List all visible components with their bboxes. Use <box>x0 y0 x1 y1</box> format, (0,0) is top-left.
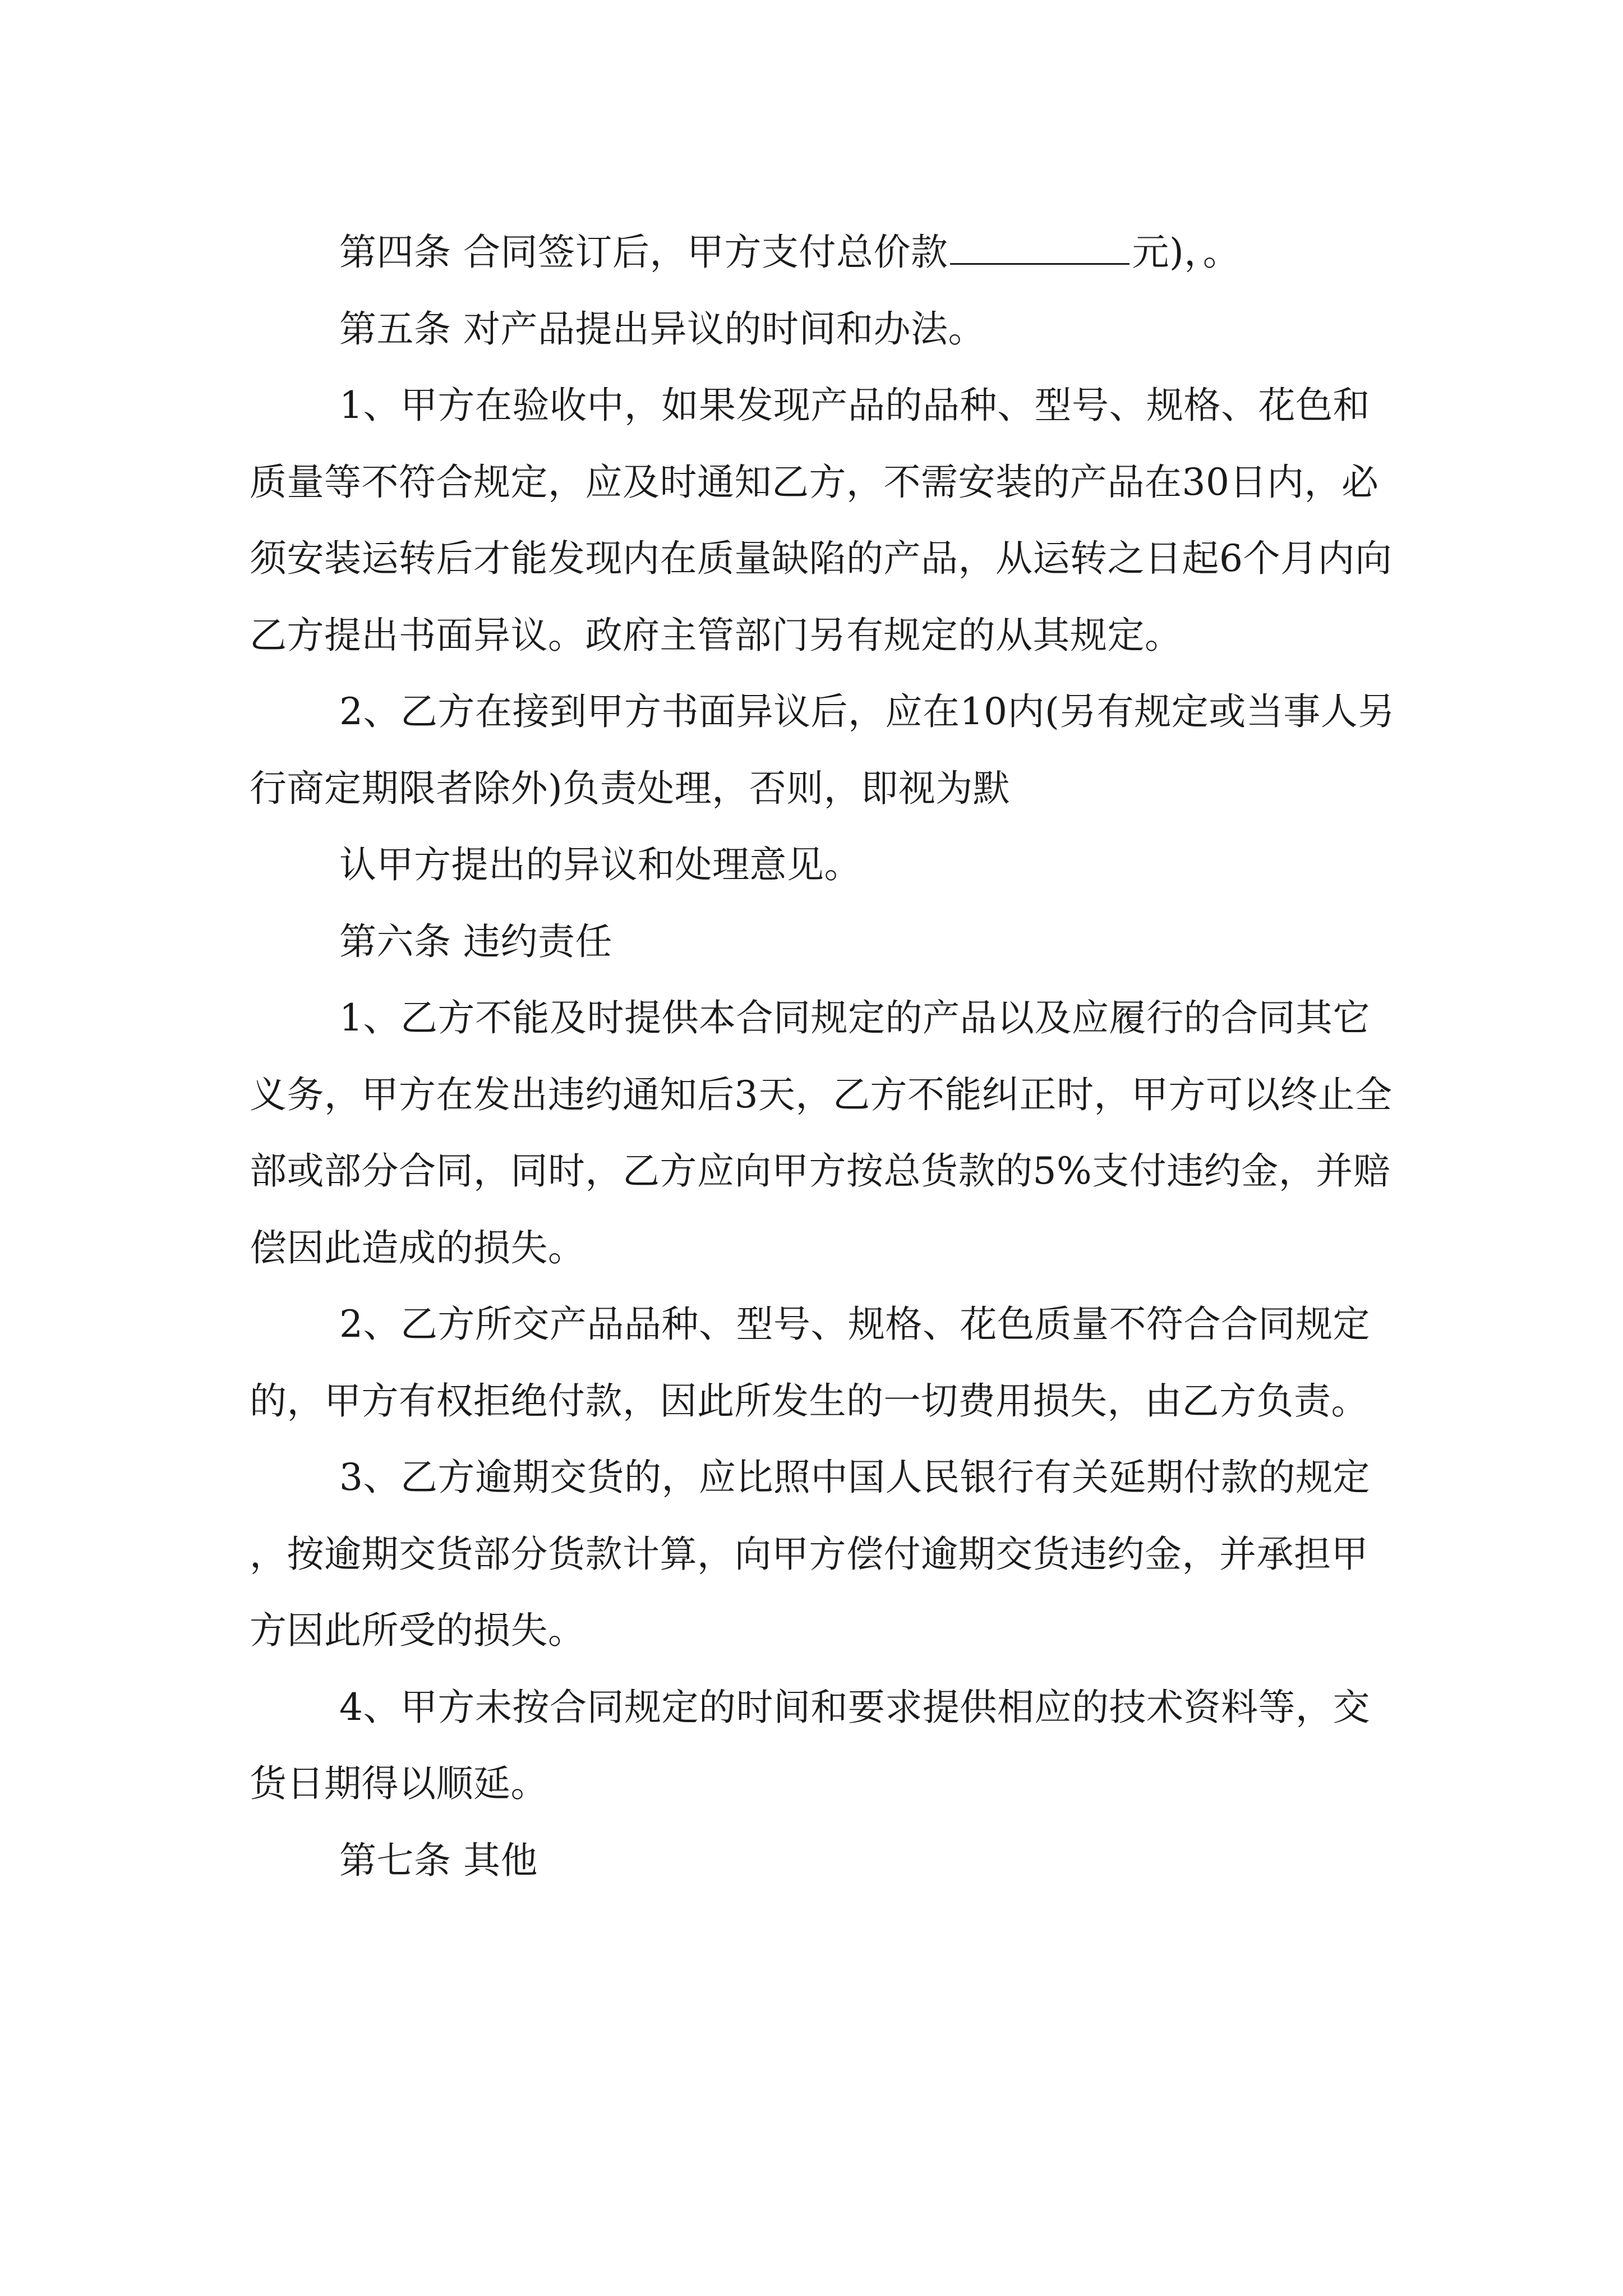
article-4-text-before-blank: 第四条 合同签订后，甲方支付总价款 <box>339 231 948 274</box>
article-6-heading: 第六条 违约责任 <box>339 919 612 963</box>
article-6-clause-1: 1、乙方不能及时提供本合同规定的产品以及应履行的合同其它义务，甲方在发出违约通知后3天，乙方不能纠正时，甲方可以终止全部或部分合同，同时，乙方应向甲方按总货款的5%支付违约金，并赔偿因此造成的损失。 <box>250 996 1393 1269</box>
article-6-clause-3: 3、乙方逾期交货的，应比照中国人民银行有关延期付款的规定，按逾期交货部分货款计算，向甲方偿付逾期交货违约金，并承担甲方因此所受的损失。 <box>250 1456 1370 1652</box>
article-5-clause-2-continued: 认甲方提出的异议和处理意见。 <box>339 843 861 886</box>
article-4-text-after-blank: 元)，。 <box>1132 231 1241 274</box>
amount-blank-line <box>950 232 1129 265</box>
article-5-clause-2: 2、乙方在接到甲方书面异议后，应在10内(另有规定或当事人另行商定期限者除外)负责处理，否则，即视为默 <box>250 690 1395 810</box>
article-5-clause-1: 1、甲方在验收中，如果发现产品的品种、型号、规格、花色和质量等不符合规定，应及时通知乙方，不需安装的产品在30日内，必须安装运转后才能发现内在质量缺陷的产品，从运转之日起6个月内向乙方提出书面异议。政府主管部门另有规定的从其规定。 <box>250 384 1393 657</box>
document-body <box>250 214 1399 1899</box>
article-5-heading: 第五条 对产品提出异议的时间和办法。 <box>339 307 985 351</box>
article-6-clause-4: 4、甲方未按合同规定的时间和要求提供相应的技术资料等，交货日期得以顺延。 <box>250 1685 1370 1805</box>
article-4-paragraph <box>250 214 1399 291</box>
article-7-heading: 第七条 其他 <box>339 1838 538 1882</box>
article-6-clause-2: 2、乙方所交产品品种、型号、规格、花色质量不符合合同规定的，甲方有权拒绝付款，因此所发生的一切费用损失，由乙方负责。 <box>250 1303 1370 1423</box>
